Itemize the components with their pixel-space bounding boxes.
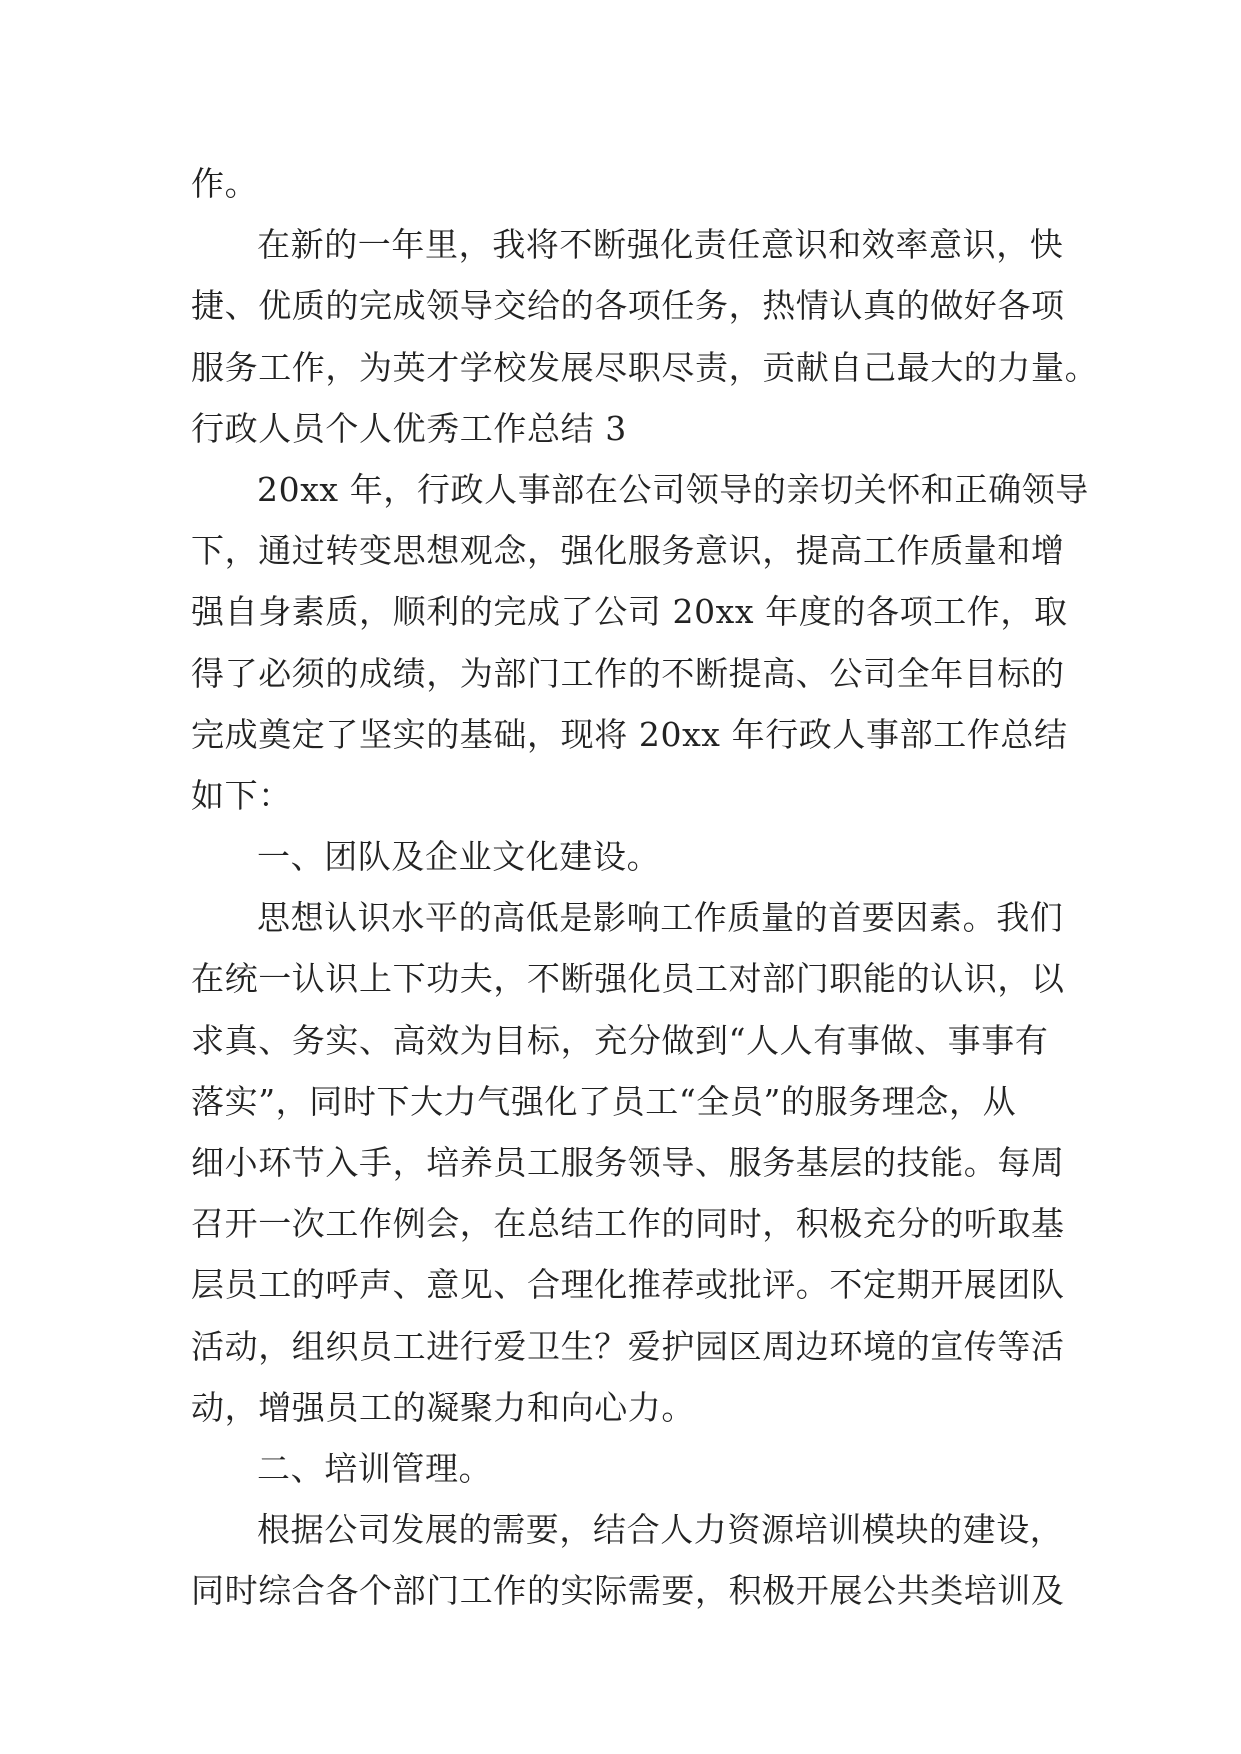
- text-line: 落实”，同时下大力气强化了员工“全员”的服务理念，从: [191, 1081, 1017, 1121]
- text-line: 完成奠定了坚实的基础，现将 20xx 年行政人事部工作总结: [191, 714, 1068, 754]
- text-line: 求真、务实、高效为目标，充分做到“人人有事做、事事有: [191, 1020, 1049, 1060]
- paragraph-start-line: 在新的一年里，我将不断强化责任意识和效率意识，快: [257, 225, 1064, 265]
- text-line: 作。: [191, 164, 259, 203]
- text-line: 细小环节入手，培养员工服务领导、服务基层的技能。每周: [191, 1143, 1065, 1182]
- section-heading: 行政人员个人优秀工作总结 3: [191, 408, 627, 448]
- paragraph-start-line: 思想认识水平的高低是影响工作质量的首要因素。我们: [257, 898, 1064, 938]
- text-line: 得了必须的成绩，为部门工作的不断提高、公司全年目标的: [191, 653, 1065, 693]
- text-line: 捷、优质的完成领导交给的各项任务，热情认真的做好各项: [191, 286, 1065, 326]
- paragraph-start-line: 根据公司发展的需要，结合人力资源培训模块的建设，: [257, 1510, 1064, 1550]
- text-line: 下，通过转变思想观念，强化服务意识，提高工作质量和增: [191, 531, 1065, 571]
- text-line: 召开一次工作例会，在总结工作的同时，积极充分的听取基: [191, 1204, 1065, 1244]
- text-line: 服务工作，为英才学校发展尽职尽责，贡献自己最大的力量。: [191, 347, 1099, 387]
- text-line: 动，增强员工的凝聚力和向心力。: [191, 1387, 695, 1427]
- text-line: 强自身素质，顺利的完成了公司 20xx 年度的各项工作，取: [191, 592, 1068, 632]
- text-line: 在统一认识上下功夫，不断强化员工对部门职能的认识，以: [191, 959, 1065, 999]
- text-line: 如下：: [191, 775, 292, 815]
- subsection-heading: 一、团队及企业文化建设。: [257, 837, 661, 877]
- text-line: 活动，组织员工进行爱卫生？爱护园区周边环境的宣传等活: [191, 1326, 1065, 1366]
- text-line: 层员工的呼声、意见、合理化推荐或批评。不定期开展团队: [191, 1265, 1065, 1305]
- subsection-heading: 二、培训管理。: [257, 1448, 493, 1488]
- document-body: [191, 153, 1099, 1622]
- text-line: 同时综合各个部门工作的实际需要，积极开展公共类培训及: [191, 1571, 1065, 1611]
- paragraph-start-line: 20xx 年，行政人事部在公司领导的亲切关怀和正确领导: [257, 469, 1089, 509]
